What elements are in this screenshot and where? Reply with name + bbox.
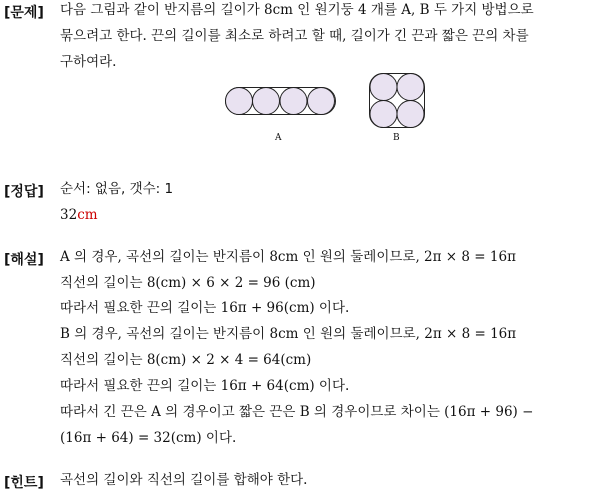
- hint-label: [힌트]: [4, 475, 44, 491]
- explanation-line-3: 따라서 필요한 끈의 길이는 16π + 96(cm) 이다.: [60, 300, 350, 316]
- explanation-line-4: B 의 경우, 곡선의 길이는 반지름이 8cm 인 원의 둘레이므로, 2π × 8 = 16π: [60, 326, 517, 342]
- explanation-line-8: (16π + 64) = 32(cm) 이다.: [60, 430, 237, 446]
- explanation-line-1: A 의 경우, 곡선의 길이는 반지름이 8cm 인 원의 둘레이므로, 2π × 8 = 16π: [60, 249, 516, 265]
- problem-line-2: 묶으려고 한다. 끈의 길이를 최소로 하려고 할 때, 길이가 긴 끈과 짧은 끈의 차를: [60, 28, 529, 44]
- explanation-label: [해설]: [4, 252, 44, 268]
- circle-a-1: [226, 88, 253, 115]
- explanation-line-6: 따라서 필요한 끈의 길이는 16π + 64(cm) 이다.: [60, 378, 350, 394]
- circle-b-4: [397, 101, 424, 128]
- hint-text: 곡선의 길이와 직선의 길이를 합해야 한다.: [60, 472, 308, 488]
- figure-b-label: B: [393, 133, 400, 143]
- problem-label: [문제]: [4, 5, 44, 21]
- explanation-line-2: 직선의 길이는 8(cm) × 6 × 2 = 96 (cm): [60, 275, 316, 291]
- figure-b: [370, 74, 425, 128]
- figure-a-label: A: [275, 133, 282, 143]
- circle-a-3: [280, 88, 307, 115]
- answer-value: 32: [60, 207, 78, 223]
- circle-a-2: [253, 88, 280, 115]
- answer-unit: cm: [77, 207, 98, 223]
- explanation-line-5: 직선의 길이는 8(cm) × 2 × 4 = 64(cm): [60, 352, 312, 368]
- answer-label: [정답]: [4, 184, 44, 200]
- answer-meta: 순서: 없음, 갯수: 1: [60, 181, 174, 197]
- explanation-line-7: 따라서 긴 끈은 A 의 경우이고 짧은 끈은 B 의 경우이므로 차이는 (16π + 96) −: [60, 404, 534, 420]
- circle-a-4: [308, 88, 335, 115]
- answer-value-line: [60, 205, 98, 225]
- problem-line-1: 다음 그림과 같이 반지름의 길이가 8cm 인 원기둥 4 개를 A, B 두 가지 방법으로: [60, 2, 534, 18]
- circle-b-2: [397, 74, 424, 101]
- problem-line-3: 구하여라.: [60, 54, 117, 70]
- circle-b-1: [370, 74, 397, 101]
- circle-b-3: [370, 101, 397, 128]
- figure-a: [226, 88, 336, 115]
